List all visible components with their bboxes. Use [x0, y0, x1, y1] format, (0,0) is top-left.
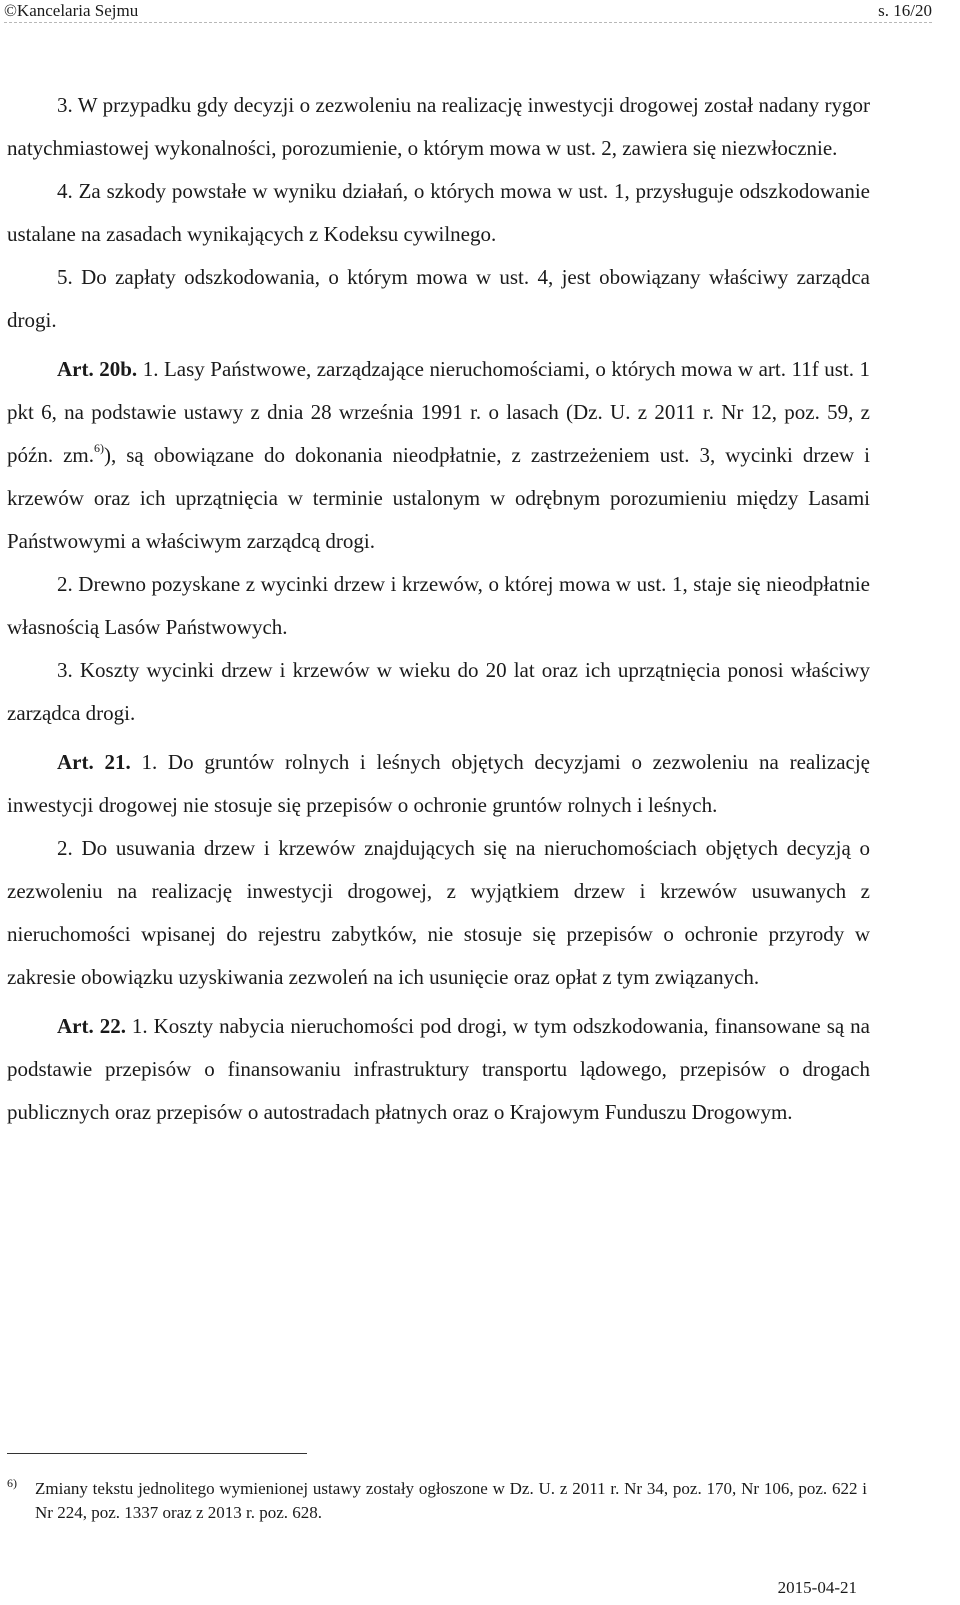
article-20b-paragraph-3: 3. Koszty wycinki drzew i krzewów w wieku do 20 lat oraz ich uprzątnięcia ponosi właściwy zarządca drogi. [7, 658, 870, 725]
document-date: 2015-04-21 [777, 1578, 857, 1597]
paragraph-4: 4. Za szkody powstałe w wyniku działań, o których mowa w ust. 1, przysługuje odszkodowanie ustalane na zasadach wynikających z Kodeksu cywilnego. [7, 179, 870, 246]
article-22-paragraph-1: Art. 22. 1. Koszty nabycia nieruchomości pod drogi, w tym odszkodowania, finansowane są na podstawie przepisów o finansowaniu infrastruktury transportu lądowego, przepisów o drogach publicznych oraz przepisów o autostradach płatnych oraz o Krajowym Funduszu Drogowym. [7, 1014, 870, 1124]
article-21-label: Art. 21. [57, 750, 131, 774]
page-number: s. 16/20 [878, 1, 932, 20]
copyright-label: ©Kancelaria Sejmu [4, 1, 139, 20]
footnote-mark: 6) [7, 1476, 17, 1490]
article-22-label: Art. 22. [57, 1014, 126, 1038]
paragraph-3: 3. W przypadku gdy decyzji o zezwoleniu na realizację inwestycji drogowej został nadany rygor natychmiastowej wykonalności, porozumienie, o którym mowa w ust. 2, zawiera się niezwłocznie. [7, 93, 870, 160]
paragraph-5: 5. Do zapłaty odszkodowania, o którym mowa w ust. 4, jest obowiązany właściwy zarządca drogi. [7, 265, 870, 332]
article-21-paragraph-2: 2. Do usuwania drzew i krzewów znajdujących się na nieruchomościach objętych decyzją o zezwoleniu na realizację inwestycji drogowej, z wyjątkiem drzew i krzewów usuwanych z nieruchomości wpisanej do rejestru zabytków, nie stosuje się przepisów o ochronie przyrody w zakresie obowiązku uzyskiwania zezwoleń na ich usunięcie oraz opłat z tym związanych. [7, 836, 870, 989]
footnote [7, 1477, 867, 1525]
article-20b-paragraph-2: 2. Drewno pozyskane z wycinki drzew i krzewów, o której mowa w ust. 1, staje się nieodpłatnie własnością Lasów Państwowych. [7, 572, 870, 639]
document-body [7, 84, 870, 1134]
footnote-divider [7, 1453, 307, 1454]
footnote-reference[interactable]: 6) [93, 441, 104, 455]
footnote-text: Zmiany tekstu jednolitego wymienionej ustawy zostały ogłoszone w Dz. U. z 2011 r. Nr 34, poz. 170, Nr 106, poz. 622 i Nr 224, poz. 1337 oraz z 2013 r. poz. 628. [35, 1479, 867, 1522]
article-20b-paragraph-1: Art. 20b. 1. Lasy Państwowe, zarządzające nieruchomościami, o których mowa w art. 11f ust. 1 pkt 6, na podstawie ustawy z dnia 28 września 1991 r. o lasach (Dz. U. z 2011 r. Nr 12, poz. 59, z późn. zm.$^{6)}$), są obowiązane do dokonania nieodpłatnie, z zastrzeżeniem ust. 3, wycinki drzew i krzewów oraz ich uprzątnięcia w terminie ustalonym w odrębnym porozumieniu między Lasami Państwowymi a właściwym zarządcą drogi. [7, 357, 871, 553]
article-20b-label: Art. 20b. [57, 357, 138, 381]
article-21-paragraph-1: Art. 21. 1. Do gruntów rolnych i leśnych objętych decyzjami o zezwoleniu na realizację inwestycji drogowej nie stosuje się przepisów o ochronie gruntów rolnych i leśnych. [7, 750, 870, 817]
page-header [4, 0, 932, 23]
